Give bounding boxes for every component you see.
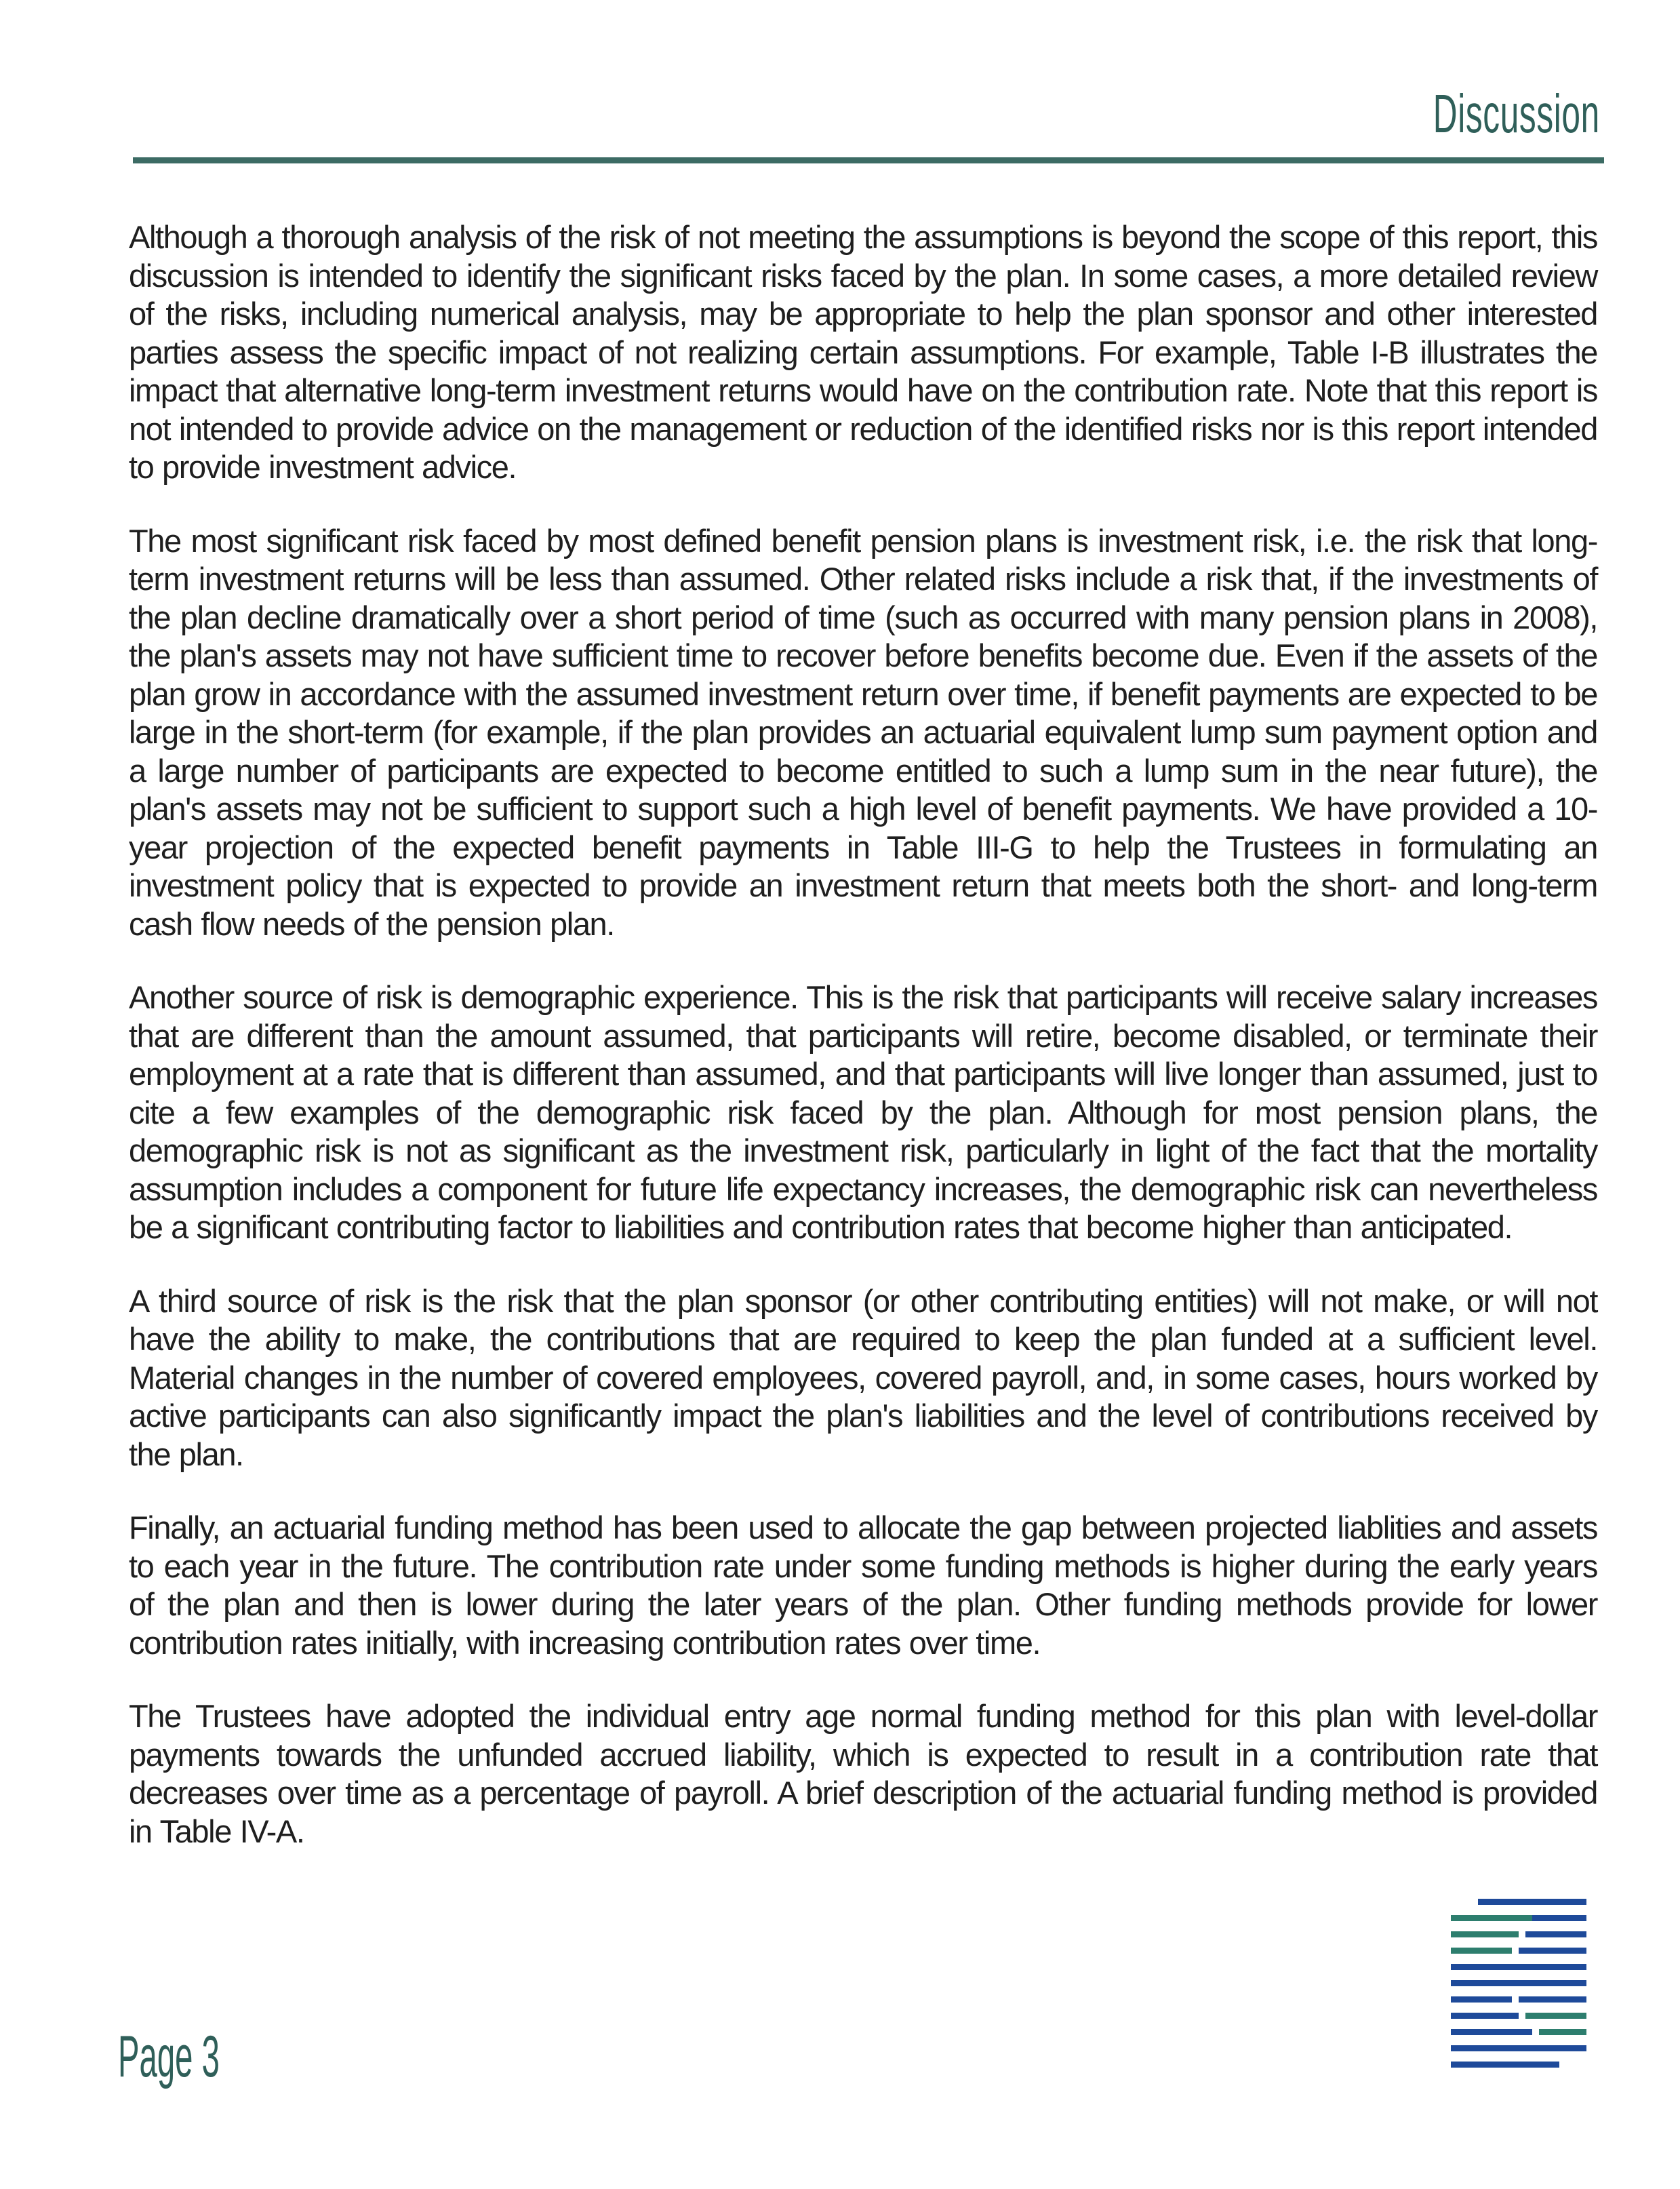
page-number: Page 3 [118, 2024, 220, 2089]
body-text [129, 218, 1597, 1886]
paragraph-demographic-risk: Another source of risk is demographic experience. This is the risk that participants will receive salary increases that are different than the amount assumed, that participants will retire, become disabled, or terminate their employment at a rate that is different than assumed, and that participants will live longer than assumed, just to cite a few examples of the demographic risk faced by the plan. Although for most pension plans, the demographic risk is not as significant as the investment risk, particularly in light of the fact that the mortality assumption includes a component for future life expectancy increases, the demographic risk can nevertheless be a significant contributing factor to liabilities and contribution rates that become higher than anticipated. [129, 979, 1597, 1245]
paragraph-funding-method: Finally, an actuarial funding method has been used to allocate the gap between projected liablities and assets to each year in the future. The contribution rate under some funding methods is higher during the early years of the plan and then is lower during the later years of the plan. Other funding methods provide for lower contribution rates initially, with increasing contribution rates over time. [129, 1510, 1597, 1661]
paragraph-investment-risk: The most significant risk faced by most defined benefit pension plans is investment risk, i.e. the risk that long-term investment returns will be less than assumed. Other related risks include a risk that, if the investments of the plan decline dramatically over a short period of time (such as occurred with many pension plans in 2008), the plan's assets may not have sufficient time to recover before benefits become due. Even if the assets of the plan grow in accordance with the assumed investment return over time, if benefit payments are expected to be large in the short-term (for example, if the plan provides an actuarial equivalent lump sum payment option and a large number of participants are expected to become entitled to such a lump sum in the near future), the plan's assets may not be sufficient to support such a high level of benefit payments. We have provided a 10-year projection of the expected benefit payments in Table III-G to help the Trustees in formulating an investment policy that is expected to provide an investment return that meets both the short- and long-term cash flow needs of the pension plan. [129, 522, 1597, 942]
paragraph-scope: Although a thorough analysis of the risk of not meeting the assumptions is beyond the scope of this report, this discussion is intended to identify the significant risks faced by the plan. In some cases, a more detailed review of the risks, including numerical analysis, may be appropriate to help the plan sponsor and other interested parties assess the specific impact of not realizing certain assumptions. For example, Table I-B illustrates the impact that alternative long-term investment returns would have on the contribution rate. Note that this report is not intended to provide advice on the management or reduction of the identified risks nor is this report intended to provide investment advice. [129, 219, 1597, 485]
header-divider [133, 157, 1604, 163]
section-title: Discussion [1433, 83, 1600, 144]
striped-s-logo-icon [1451, 1899, 1586, 2082]
paragraph-trustees-method: The Trustees have adopted the individual entry age normal funding method for this plan with level-dollar payments towards the unfunded accrued liability, which is expected to result in a contribution rate that decreases over time as a percentage of payroll. A brief description of the actuarial funding method is provided in Table IV-A. [129, 1698, 1597, 1849]
paragraph-contribution-risk: A third source of risk is the risk that the plan sponsor (or other contributing entities) will not make, or will not have the ability to make, the contributions that are required to keep the plan funded at a sufficient level. Material changes in the number of covered employees, covered payroll, and, in some cases, hours worked by active participants can also significantly impact the plan's liabilities and the level of contributions received by the plan. [129, 1282, 1597, 1472]
